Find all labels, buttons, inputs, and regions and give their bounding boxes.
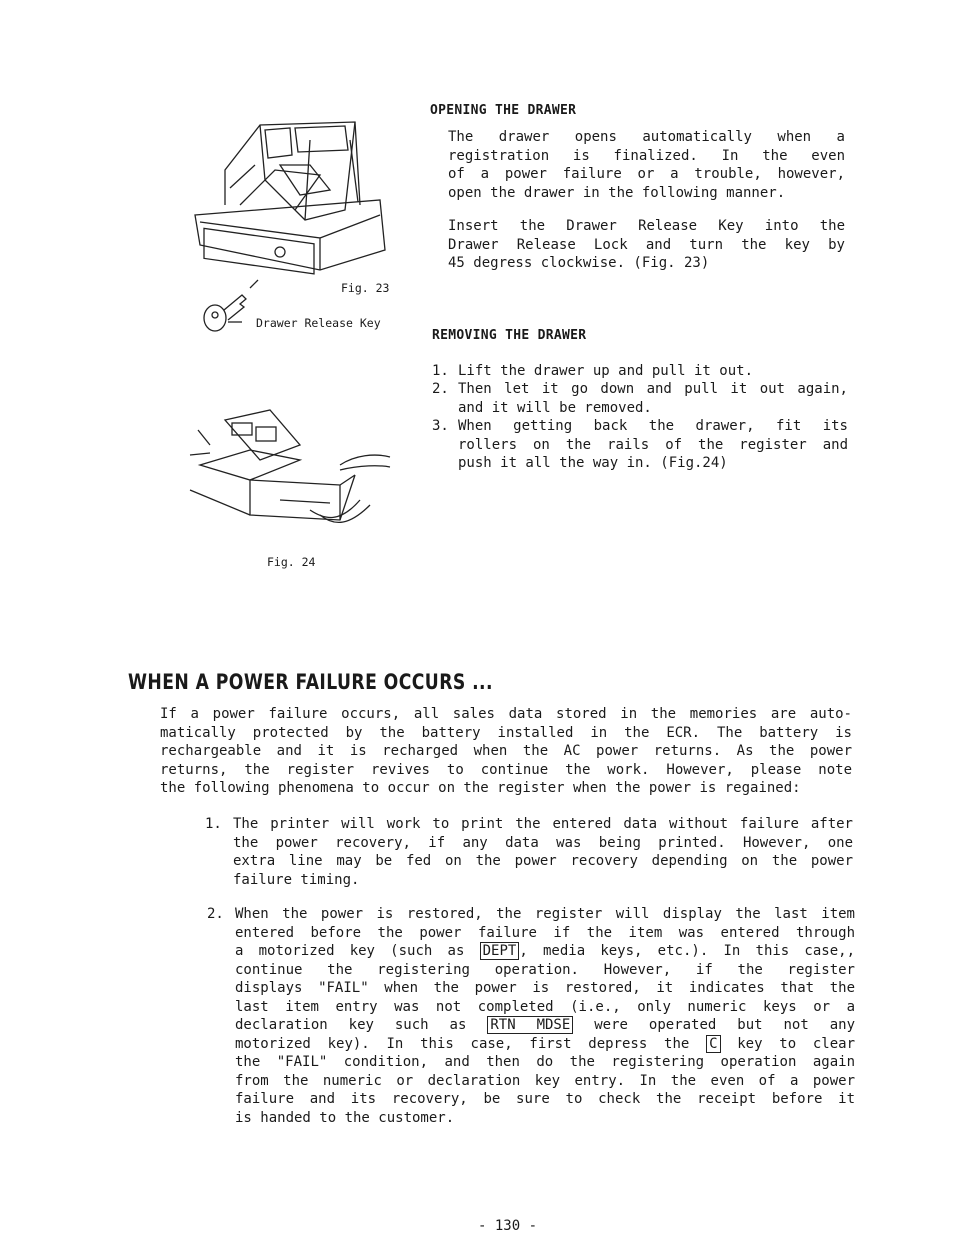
- text-line: and it will be removed.: [458, 399, 652, 416]
- drawer-release-key-icon: [204, 280, 258, 331]
- text-fragment: were operated but not any: [594, 1017, 856, 1033]
- dept-key: DEPT: [480, 942, 520, 960]
- text-line: push it all the way in. (Fig.24): [458, 455, 728, 471]
- text-fragment: , media keys, etc.). In this case,,: [519, 943, 856, 959]
- power-failure-heading: WHEN A POWER FAILURE OCCURS ...: [128, 670, 493, 694]
- text-line: returns, the register revives to continue the work. However, please note: [160, 761, 852, 778]
- text-line: [235, 942, 855, 961]
- text-line: rollers on the rails of the register and: [458, 436, 848, 453]
- text-line: Insert the Drawer Release Key into the: [448, 218, 845, 234]
- list-number: 3.: [432, 418, 449, 434]
- opening-drawer-heading: OPENING THE DRAWER: [430, 103, 577, 118]
- text-line: failure and its recovery, be sure to check the receipt before it: [235, 1091, 855, 1107]
- figure-24: [190, 405, 400, 530]
- text-line: extra line may be fed on the power recovery depending on the power: [233, 853, 853, 869]
- drawer-release-key-label: Drawer Release Key: [256, 316, 381, 330]
- text-line: the following phenomena to occur on the register when the power is regained:: [160, 780, 801, 796]
- text-line: When the power is restored, the register will display the last item: [235, 906, 855, 922]
- power-failure-intro: [160, 705, 852, 798]
- text-line: Drawer Release Lock and turn the key by: [448, 236, 845, 253]
- text-line: continue the registering operation. However, if the register: [235, 961, 855, 978]
- list-number: 1.: [432, 363, 449, 379]
- text-line: [235, 1016, 855, 1035]
- list-number: 2.: [432, 381, 449, 397]
- text-line: Lift the drawer up and pull it out.: [458, 363, 754, 379]
- cash-register-drawing: [180, 110, 400, 340]
- drawer-removal-drawing: [190, 405, 400, 530]
- text-line: [235, 1035, 855, 1054]
- figure-23: [180, 110, 400, 340]
- text-line: failure timing.: [233, 871, 360, 888]
- text-line: open the drawer in the following manner.: [448, 184, 786, 201]
- text-line: Then let it go down and pull it out again,: [458, 381, 848, 397]
- figure-23-label: Fig. 23: [341, 281, 390, 295]
- text-fragment: key to clear: [737, 1035, 856, 1052]
- text-line: displays "FAIL" when the power is restored, it indicates that the: [235, 980, 855, 996]
- text-fragment: declaration key such as: [235, 1017, 467, 1033]
- list-number: 1.: [205, 816, 222, 832]
- text-line: 45 degress clockwise. (Fig. 23): [448, 255, 710, 271]
- text-line: the "FAIL" condition, and then do the registering operation again: [235, 1054, 855, 1070]
- page-number: - 130 -: [478, 1218, 538, 1234]
- text-line: entered before the power failure if the item was entered through: [235, 924, 855, 941]
- list-item: [432, 417, 848, 477]
- text-line: the power recovery, if any data was being printed. However, one: [233, 834, 853, 851]
- text-line: registration is finalized. In the even: [448, 147, 845, 164]
- text-line: The printer will work to print the entered data without failure after: [233, 816, 853, 832]
- removing-drawer-heading: REMOVING THE DRAWER: [432, 328, 587, 343]
- text-line: When getting back the drawer, fit its: [458, 418, 848, 434]
- text-fragment: motorized key). In this case, first depress the: [235, 1035, 690, 1052]
- text-line: If a power failure occurs, all sales data stored in the memories are auto-: [160, 706, 852, 722]
- opening-drawer-paragraph-2: [448, 217, 845, 273]
- text-line: of a power failure or a trouble, however,: [448, 166, 845, 182]
- list-number: 2.: [207, 906, 224, 922]
- opening-drawer-paragraph-1: [448, 128, 845, 202]
- list-item: [432, 380, 848, 420]
- text-line: from the numeric or declaration key entry. In the even of a power: [235, 1072, 855, 1089]
- rtn-mdse-key: RTN MDSE: [487, 1016, 573, 1034]
- text-line: rechargeable and it is recharged when the AC power returns. As the power: [160, 743, 852, 759]
- text-line: last item entry was not completed (i.e., only numeric keys or a: [235, 998, 855, 1015]
- c-key: C: [706, 1035, 720, 1053]
- text-line: is handed to the customer.: [235, 1109, 455, 1126]
- text-fragment: a motorized key (such as: [235, 943, 465, 959]
- text-line: matically protected by the battery installed in the ECR. The battery is: [160, 724, 852, 741]
- list-item: [432, 362, 848, 382]
- text-line: The drawer opens automatically when a: [448, 129, 845, 145]
- figure-24-label: Fig. 24: [267, 555, 316, 569]
